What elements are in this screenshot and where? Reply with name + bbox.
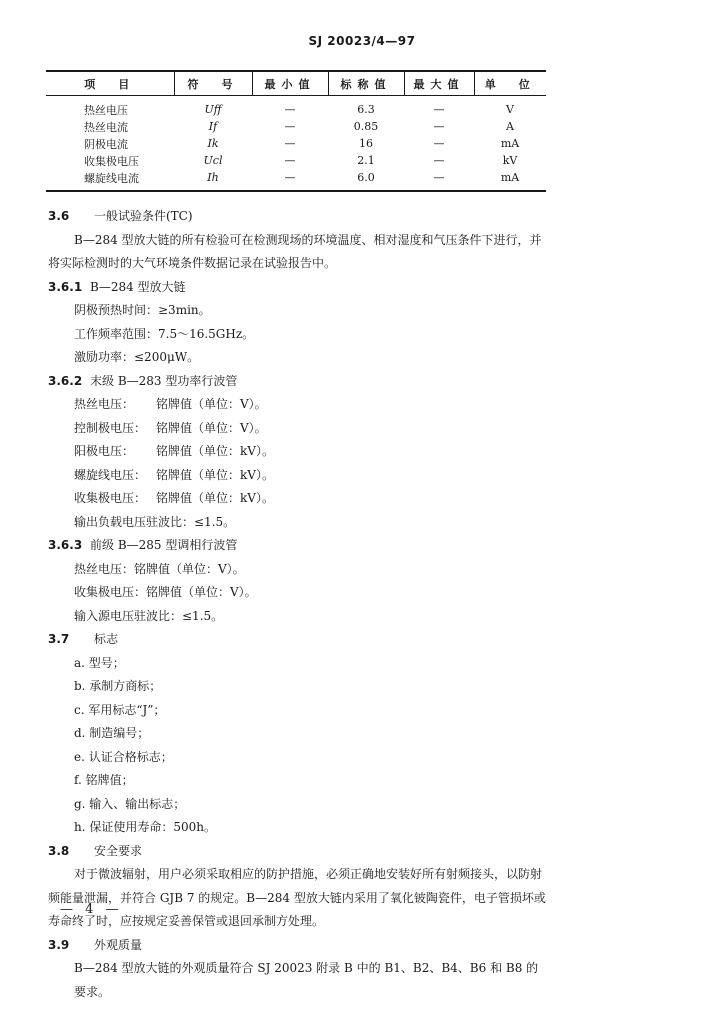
table-header-row — [46, 71, 546, 96]
list-item: h. 保证使用寿命：500h。 — [74, 820, 216, 834]
cell-item: 螺旋线电流 — [84, 171, 139, 185]
section-heading-3-6 — [48, 205, 548, 229]
cell-item: 阴极电流 — [84, 137, 128, 151]
cell-nominal: 2.1 — [357, 154, 375, 167]
cell-max: — — [433, 154, 445, 167]
condition-line: 收集极电压：铭牌值（单位：V）。 — [74, 585, 257, 599]
cell-min: — — [284, 154, 296, 167]
cell-nominal: 16 — [359, 137, 373, 150]
paragraph-line: 对于微波辐射，用户必须采取相应的防护措施，必须正确地安装好所有射频接头，以防射 — [74, 867, 543, 881]
paragraph-line: 寿命终了时，应按规定妥善保管或退回承制方处理。 — [48, 914, 325, 928]
header-max: 最大值 — [404, 71, 474, 96]
section-number: 3.7 — [48, 632, 70, 646]
cell-max: — — [433, 120, 445, 133]
condition-label: 阳极电压： — [74, 444, 135, 458]
condition-line — [48, 440, 548, 464]
section-heading-3-8 — [48, 840, 548, 864]
cell-unit: mA — [500, 171, 520, 184]
page-number: — 4 — — [60, 902, 123, 917]
cell-nominal: 0.85 — [353, 120, 379, 133]
paragraph-line: B—284 型放大链的外观质量符合 SJ 20023 附录 B 中的 B1、B2、B4、B6 和 B8 的要求。 — [74, 961, 539, 999]
condition-label: 收集极电压： — [74, 491, 147, 505]
table-row — [46, 152, 546, 169]
section-title: 外观质量 — [94, 937, 143, 952]
cell-max: — — [433, 171, 445, 184]
header-min: 最小值 — [252, 71, 328, 96]
section-title: 安全要求 — [94, 843, 143, 858]
table-row — [46, 169, 546, 191]
cell-item: 收集极电压 — [84, 154, 139, 168]
paragraph-line: 频能量泄漏，并符合 GJB 7 的规定。B—284 型放大链内采用了氧化铍陶瓷件，电子管损坏或 — [48, 890, 546, 905]
condition-line — [48, 464, 548, 488]
section-number: 3.6 — [48, 209, 70, 223]
section-number: 3.6.1 — [48, 279, 83, 294]
condition-line: 工作频率范围：7.5～16.5GHz。 — [74, 326, 255, 341]
paragraph-line: B—284 型放大链的所有检验可在检测现场的环境温度、相对湿度和气压条件下进行，并 — [74, 232, 542, 247]
cell-unit: mA — [500, 137, 520, 150]
header-nominal: 标称值 — [328, 71, 404, 96]
header-item: 项 目 — [84, 77, 136, 91]
cell-min: — — [284, 137, 296, 150]
cell-min: — — [284, 103, 296, 116]
cell-min: — — [284, 171, 296, 184]
section-title: 末级 B—283 型功率行波管 — [90, 373, 238, 388]
table-row — [46, 135, 546, 152]
list-item: d. 制造编号； — [74, 726, 150, 740]
section-title: 标志 — [94, 632, 119, 646]
condition-value: 铭牌值（单位：V）。 — [156, 397, 267, 411]
header-unit: 单 位 — [474, 71, 546, 96]
section-heading-3-9 — [48, 934, 548, 958]
condition-label: 热丝电压： — [74, 397, 135, 411]
document-body — [48, 205, 548, 999]
condition-line — [48, 393, 548, 417]
condition-line: 输出负载电压驻波比：≤1.5。 — [74, 514, 236, 529]
cell-unit: A — [506, 120, 514, 133]
cell-max: — — [433, 103, 445, 116]
cell-min: — — [284, 120, 296, 133]
list-item: g. 输入、输出标志； — [74, 796, 186, 811]
cell-symbol: If — [208, 120, 218, 133]
cell-max: — — [433, 137, 445, 150]
list-item: a. 型号； — [74, 655, 125, 670]
section-heading-3-6-3 — [48, 534, 548, 558]
section-number: 3.6.3 — [48, 538, 83, 552]
condition-line: 输入源电压驻波比：≤1.5。 — [74, 608, 224, 623]
cell-symbol: Ih — [207, 171, 219, 184]
section-title: 一般试验条件(TC) — [94, 209, 193, 223]
section-heading-3-7 — [48, 628, 548, 652]
condition-value: 铭牌值（单位：kV）。 — [156, 467, 274, 482]
condition-line: 激励功率：≤200μW。 — [74, 350, 200, 364]
condition-value: 铭牌值（单位：kV）。 — [156, 444, 274, 458]
section-number: 3.8 — [48, 843, 70, 858]
cell-unit: V — [506, 103, 514, 116]
paragraph-line: 将实际检测时的大气环境条件数据记录在试验报告中。 — [48, 256, 337, 270]
condition-label: 控制极电压： — [74, 420, 147, 435]
table-row — [46, 96, 546, 119]
list-item: b. 承制方商标； — [74, 679, 162, 693]
section-heading-3-6-2 — [48, 370, 548, 394]
section-title: 前级 B—285 型调相行波管 — [90, 538, 238, 552]
document-code: SJ 20023/4—97 — [308, 34, 416, 48]
cell-symbol: Uff — [204, 103, 222, 116]
condition-line — [48, 417, 548, 441]
cell-nominal: 6.0 — [357, 171, 375, 184]
list-item: c. 军用标志“J”； — [74, 702, 166, 717]
condition-line — [48, 487, 548, 511]
parameter-table — [46, 70, 546, 192]
cell-item: 热丝电压 — [84, 103, 128, 117]
list-item: f. 铭牌值； — [74, 773, 134, 787]
section-number: 3.9 — [48, 937, 70, 952]
list-item: e. 认证合格标志； — [74, 749, 173, 764]
condition-line: 热丝电压：铭牌值（单位：V）。 — [74, 561, 245, 576]
table-row — [46, 118, 546, 135]
cell-symbol: Ucl — [203, 154, 223, 167]
cell-symbol: Ik — [207, 137, 219, 150]
section-title: B—284 型放大链 — [90, 279, 186, 294]
condition-label: 螺旋线电压： — [74, 467, 147, 482]
condition-line: 阴极预热时间：≥3min。 — [74, 303, 211, 317]
condition-value: 铭牌值（单位：kV）。 — [156, 491, 274, 505]
header-symbol: 符 号 — [174, 71, 252, 96]
condition-value: 铭牌值（单位：V）。 — [156, 420, 267, 435]
cell-unit: kV — [502, 154, 518, 167]
section-number: 3.6.2 — [48, 373, 83, 388]
section-heading-3-6-1 — [48, 276, 548, 300]
cell-item: 热丝电流 — [84, 120, 128, 134]
cell-nominal: 6.3 — [357, 103, 375, 116]
